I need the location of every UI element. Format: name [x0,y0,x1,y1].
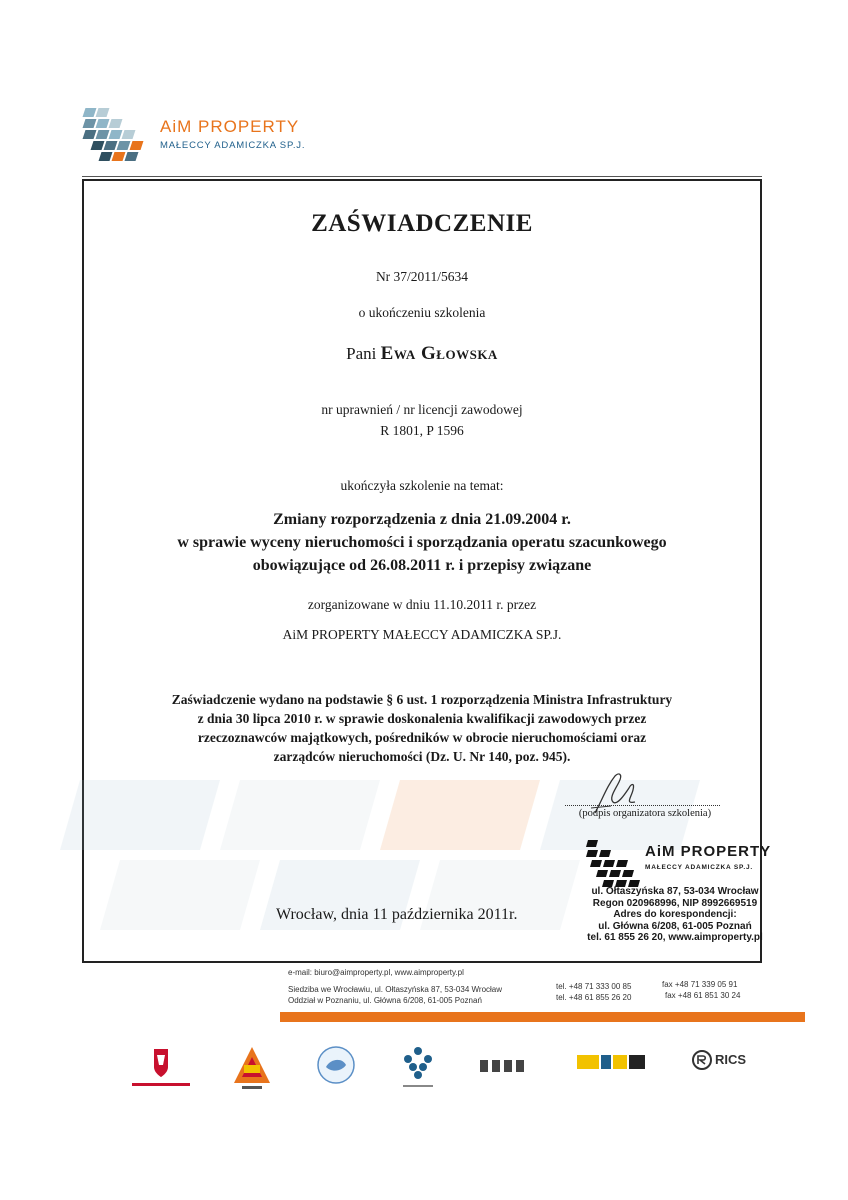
header-rule [82,176,762,177]
stamp-address [585,886,765,944]
basis-line: z dnia 30 lipca 2010 r. w sprawie doskonalenia kwalifikacji zawodowych przez [197,711,647,726]
organized-text: zorganizowane w dniu 11.10.2011 r. przez [307,597,537,612]
salutation: Pani [346,344,377,363]
certificate-title: ZAŚWIADCZENIE [311,210,533,237]
topic-line: obowiązujące od 26.08.2011 r. i przepisy związane [252,557,592,574]
certificate-subtitle: o ukończeniu szkolenia [358,305,486,320]
stamp-line: ul. Ołtaszyńska 87, 53-034 Wrocław [591,886,759,897]
rics-label: RICS [715,1052,747,1067]
license-value: R 1801, P 1596 [380,423,464,438]
topic-line: w sprawie wyceny nieruchomości i sporządzania operatu szacunkowego [177,534,667,551]
basis-line: Zaświadczenie wydano na podstawie § 6 ust. 1 rozporządzenia Ministra Infrastruktury [171,692,673,707]
polish-emblem-icon [130,1045,192,1090]
legal-basis [82,690,762,766]
footer-address-2: Oddział w Poznaniu, ul. Główna 6/208, 61-005 Poznań [288,996,482,1005]
stamp-logo-mosaic [584,838,644,888]
completed-text: ukończyła szkolenie na temat: [340,478,504,493]
footer-fax-2: fax +48 61 851 30 24 [665,991,741,1000]
basis-line: zarządców nieruchomości (Dz. U. Nr 140, poz. 945). [273,749,571,764]
basis-line: rzeczoznawców majątkowych, pośredników w obrocie nieruchomościami oraz [197,730,647,745]
stamp-company-sub: MAŁECCY ADAMICZKA SP.J. [645,864,753,871]
topic-line: Zmiany rozporządzenia z dnia 21.09.2004 r. [273,511,571,528]
brand-subtitle: MAŁECCY ADAMICZKA SP.J. [160,140,306,151]
footer-contact: e-mail: biuro@aimproperty.pl, www.aimproperty.pl [288,968,464,977]
recipient-line [82,343,762,365]
recipient-name: Ewa Głowska [380,343,498,364]
brand-name: AiM PROPERTY [160,117,300,136]
footer-address-1: Siedziba we Wrocławiu, ul. Ołtaszyńska 87, 53-034 Wrocław [288,985,503,994]
partner-buildings-icon [478,1058,526,1074]
rics-emblem-icon [692,1050,712,1070]
partner-stripes-icon [577,1053,645,1071]
organizer-name: AiM PROPERTY MAŁECCY ADAMICZKA SP.J. [282,627,562,642]
place-and-date: Wrocław, dnia 11 października 2011r. [276,906,518,923]
signature-label: (podpis organizatora szkolenia) [578,808,712,819]
footer-orange-bar [280,1012,805,1022]
certificate-number: Nr 37/2011/5634 [375,269,469,284]
footer-fax-1: fax +48 71 339 05 91 [662,980,738,989]
rm-association-icon [232,1045,272,1093]
stamp-line: Adres do korespondencji: [613,909,737,920]
chamber-logo-icon [395,1045,441,1093]
license-label: nr uprawnień / nr licencji zawodowej [321,402,523,417]
company-logo-mosaic [82,106,152,166]
footer-tel-2: tel. +48 61 855 26 20 [556,993,632,1002]
training-topic [82,508,762,577]
signature-line [565,805,720,806]
footer-tel-1: tel. +48 71 333 00 85 [556,982,632,991]
federation-seal-icon [316,1045,356,1089]
stamp-line: Regon 020968996, NIP 8992669519 [592,897,758,909]
stamp-line: tel. 61 855 26 20, www.aimproperty.pl [587,932,763,943]
stamp-company-name: AiM PROPERTY [645,843,772,860]
stamp-line: ul. Główna 6/208, 61-005 Poznań [598,920,752,932]
